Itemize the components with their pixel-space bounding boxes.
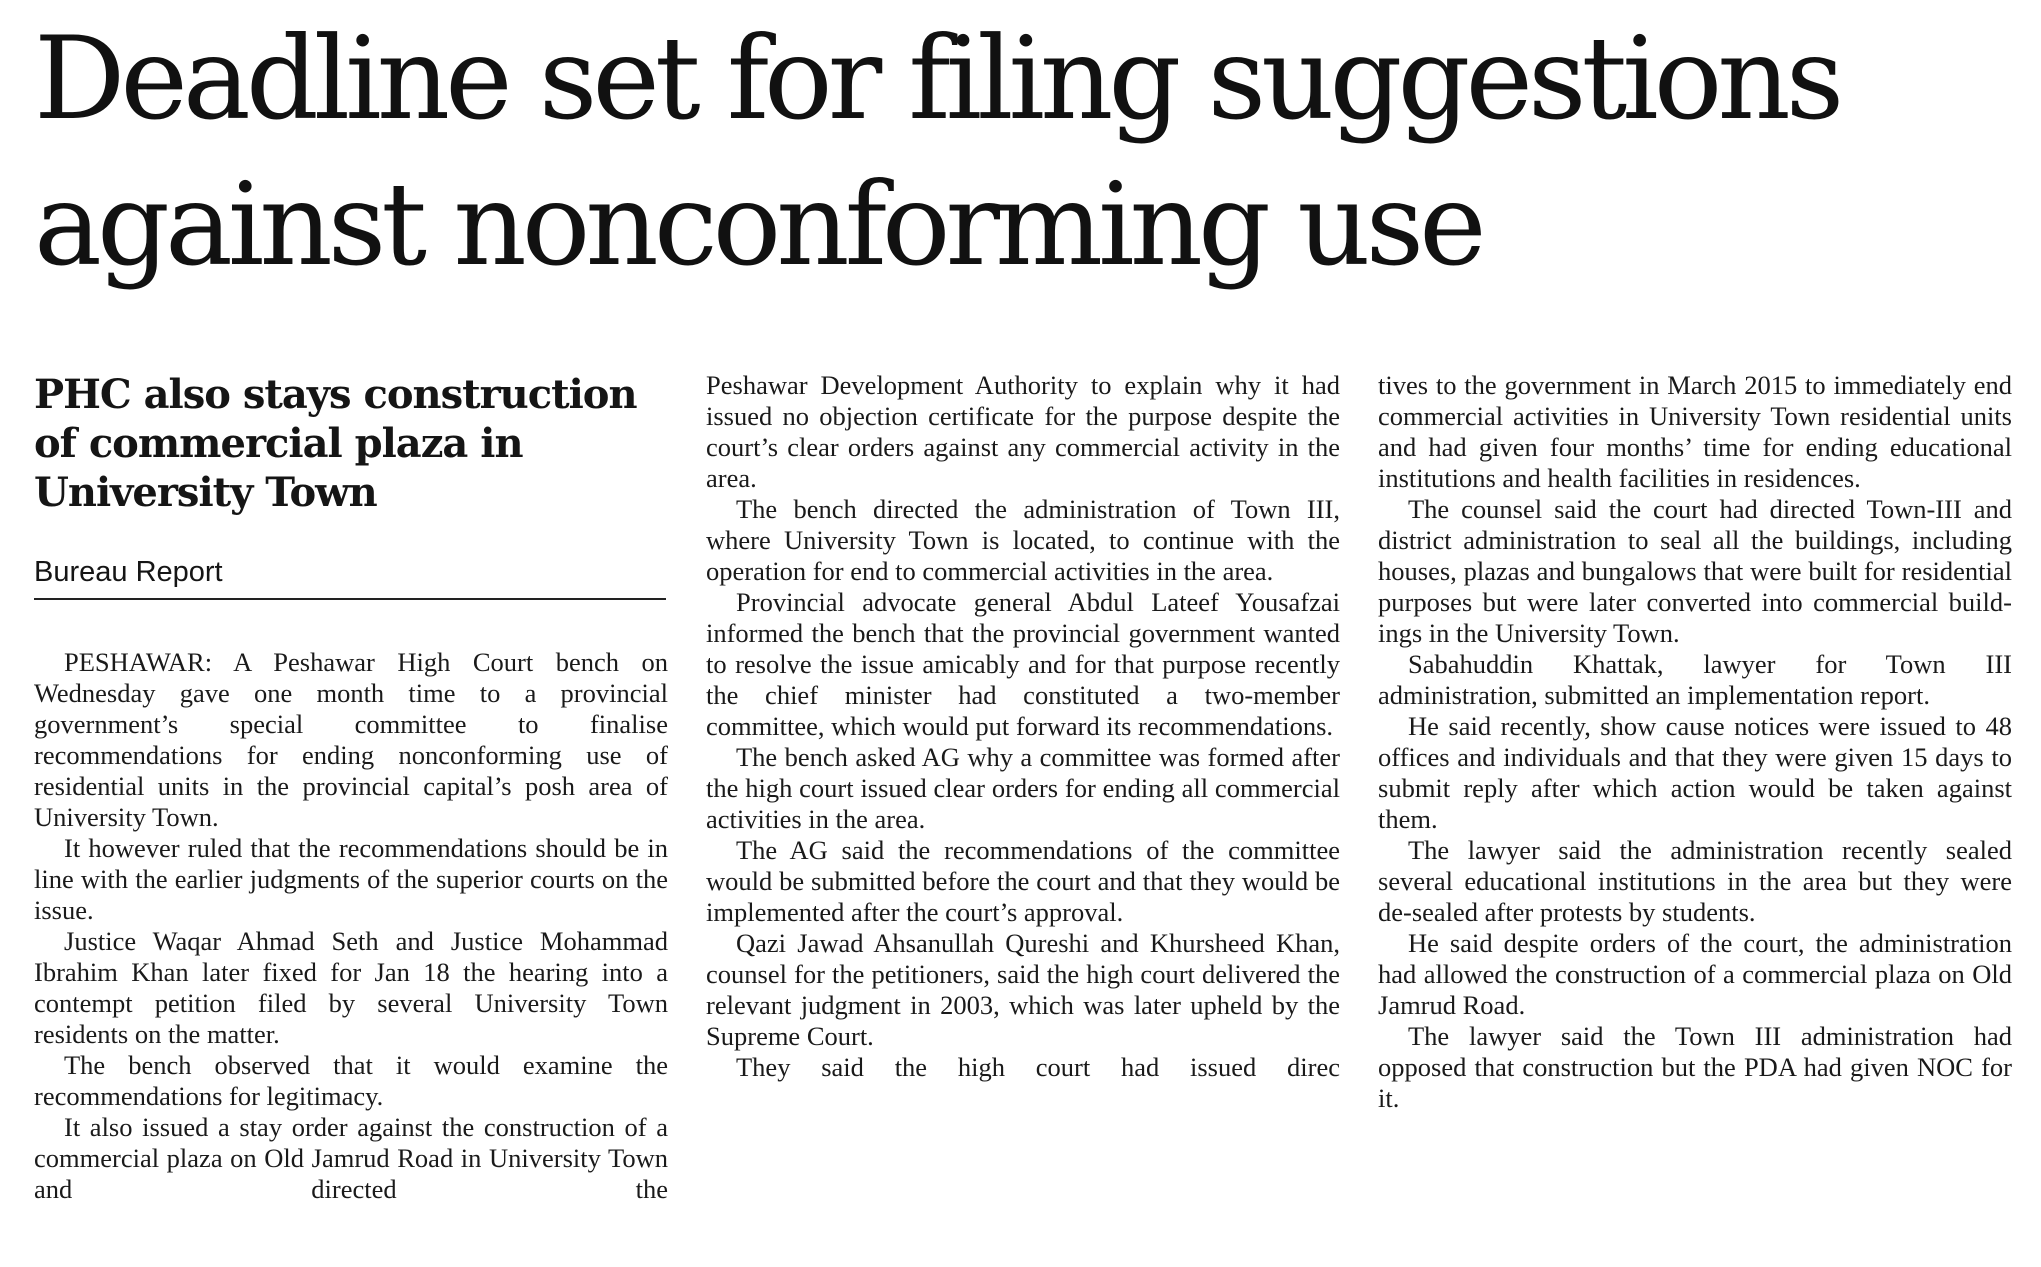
article-column-3: [1378, 370, 2012, 1114]
paragraph: Justice Waqar Ahmad Seth and Justice Mohammad Ibrahim Khan later fixed for Jan 18 the hearing into a contempt petition filed by several University Town residents on the matter.: [34, 926, 668, 1049]
paragraph: It however ruled that the recommendations should be in line with the earlier judgments of the superior courts on the issue.: [34, 833, 668, 925]
paragraph: Sabahuddin Khattak, lawyer for Town III administration, submitted an implementation report.: [1378, 649, 2012, 710]
paragraph: Qazi Jawad Ahsanullah Qureshi and Khursheed Khan, counsel for the petitioners, said the high court delivered the relevant judgment in 2003, which was later upheld by the Supreme Court.: [706, 928, 1340, 1051]
paragraph: He said despite orders of the court, the administration had allowed the construction of a commercial plaza on Old Jamrud Road.: [1378, 928, 2012, 1020]
paragraph: He said recently, show cause notices were issued to 48 offices and individuals and that they were given 15 days to submit reply after which action would be taken against them.: [1378, 711, 2012, 834]
subheadline: [34, 370, 674, 517]
byline: Bureau Report: [34, 556, 223, 588]
byline-divider: [34, 598, 666, 600]
paragraph: The AG said the recommendations of the committee would be submitted before the court and that they would be implemented after the court’s approval.: [706, 835, 1340, 927]
paragraph: PESHAWAR: A Peshawar High Court bench on Wednesday gave one month time to a provincial government’s special committee to finalise recommendations for ending nonconforming use of residential units in the provincial capital’s posh area of University Town.: [34, 647, 668, 832]
paragraph: The lawyer said the administration recently sealed several educational institutions in the area but they were de-sealed after protests by students.: [1378, 835, 2012, 927]
paragraph: The bench directed the administration of Town III, where University Town is located, to continue with the operation for end to commercial activities in the area.: [706, 494, 1340, 586]
paragraph: The bench observed that it would examine the recommendations for legitimacy.: [34, 1050, 668, 1111]
paragraph: The counsel said the court had directed Town-III and district administration to seal all the buildings, including houses, plazas and bungalows that were built for residential purposes but were later converted into commercial buildings in the University Town.: [1378, 494, 2012, 648]
headline-line: against nonconforming use: [34, 158, 1482, 291]
paragraph: They said the high court had issued direc: [736, 1052, 1340, 1082]
paragraph: It also issued a stay order against the construction of a commercial plaza on Old Jamrud Road in University Town and directed the: [34, 1112, 668, 1204]
article-column-1: [34, 647, 668, 1205]
subheadline-line: PHC also stays construction: [34, 371, 637, 418]
subheadline-line: University Town: [34, 469, 377, 516]
headline: [34, 6, 2014, 298]
paragraph: Provincial advocate general Abdul Lateef Yousafzai informed the bench that the provincial government wanted to resolve the issue amicably and for that purpose recently the chief minister had constituted a two-member committee, which would put forward its recommendations.: [706, 587, 1340, 741]
subheadline-line: of commercial plaza in: [34, 420, 523, 467]
article-column-2: [706, 370, 1340, 1083]
headline-line: Deadline set for filing suggestions: [34, 12, 1840, 145]
paragraph: The bench asked AG why a committee was formed after the high court issued clear orders for ending all commercial activities in the area.: [706, 742, 1340, 834]
paragraph: Peshawar Development Authority to explain why it had issued no objection certificate for the purpose despite the court’s clear orders against any commercial activity in the area.: [706, 370, 1340, 493]
paragraph: The lawyer said the Town III administration had opposed that construction but the PDA had given NOC for it.: [1378, 1021, 2012, 1113]
paragraph: tives to the government in March 2015 to immediately end commercial activities in University Town residential units and had given four months’ time for ending educational institutions and health facilities in residences.: [1378, 370, 2012, 493]
